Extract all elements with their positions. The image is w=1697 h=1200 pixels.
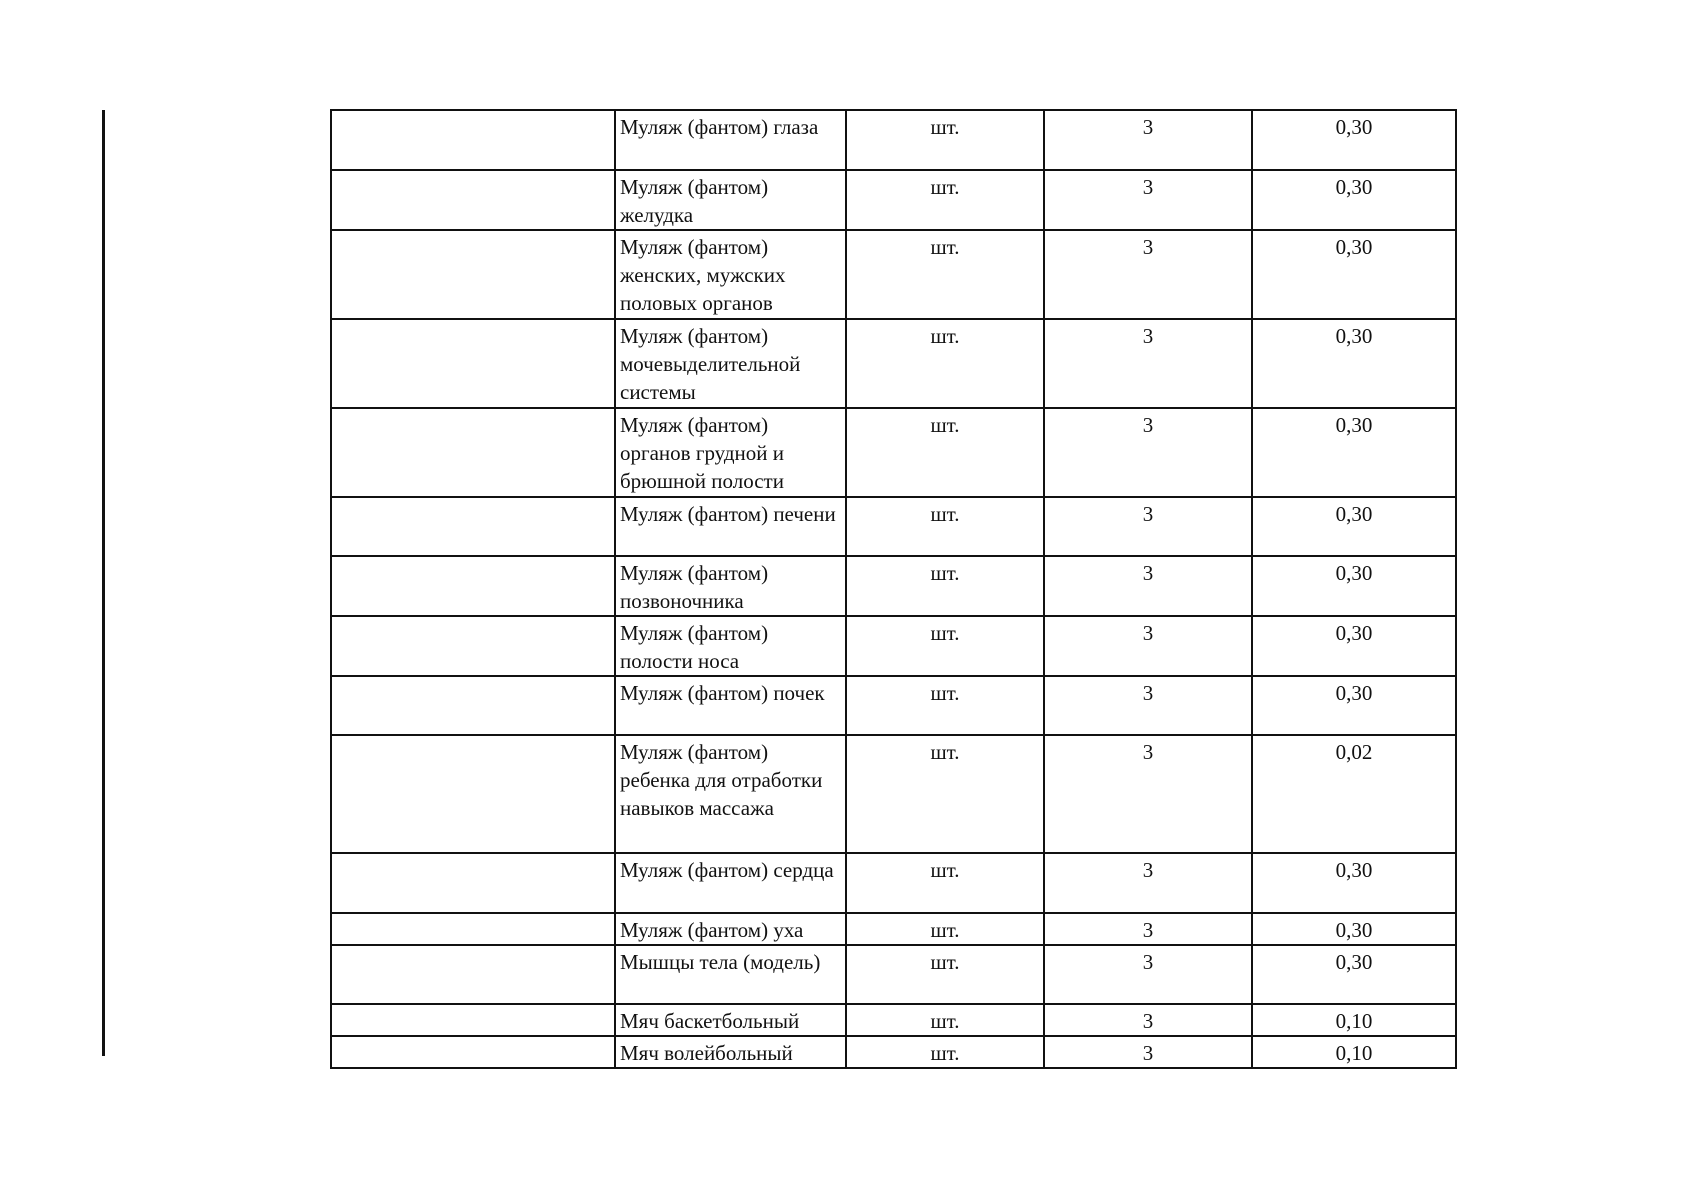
- unit-cell: шт.: [846, 913, 1044, 945]
- item-name-cell: Муляж (фантом) уха: [615, 913, 846, 945]
- empty-cell: [331, 319, 615, 408]
- quantity-cell: 3: [1044, 676, 1252, 735]
- empty-cell: [331, 913, 615, 945]
- item-name-cell: Мяч волейбольный: [615, 1036, 846, 1068]
- quantity-cell: 3: [1044, 616, 1252, 676]
- quantity-cell: 3: [1044, 1004, 1252, 1036]
- table-row: [331, 676, 1456, 735]
- empty-cell: [331, 230, 615, 319]
- value-cell: 0,30: [1252, 556, 1456, 616]
- quantity-cell: 3: [1044, 230, 1252, 319]
- item-name-cell: Муляж (фантом) органов грудной и брюшной полости: [615, 408, 846, 497]
- unit-cell: шт.: [846, 945, 1044, 1004]
- table-row: [331, 1004, 1456, 1036]
- unit-cell: шт.: [846, 408, 1044, 497]
- item-name-cell: Муляж (фантом) ребенка для отработки навыков массажа: [615, 735, 846, 853]
- table-row: [331, 945, 1456, 1004]
- item-name-cell: Муляж (фантом) мочевыделительной системы: [615, 319, 846, 408]
- empty-cell: [331, 1036, 615, 1068]
- empty-cell: [331, 616, 615, 676]
- empty-cell: [331, 945, 615, 1004]
- empty-cell: [331, 556, 615, 616]
- unit-cell: шт.: [846, 110, 1044, 170]
- table-row: [331, 556, 1456, 616]
- unit-cell: шт.: [846, 853, 1044, 913]
- value-cell: 0,30: [1252, 497, 1456, 556]
- table-row: [331, 913, 1456, 945]
- table-row: [331, 1036, 1456, 1068]
- value-cell: 0,30: [1252, 616, 1456, 676]
- unit-cell: шт.: [846, 616, 1044, 676]
- item-name-cell: Муляж (фантом) сердца: [615, 853, 846, 913]
- empty-cell: [331, 735, 615, 853]
- unit-cell: шт.: [846, 676, 1044, 735]
- quantity-cell: 3: [1044, 319, 1252, 408]
- unit-cell: шт.: [846, 735, 1044, 853]
- quantity-cell: 3: [1044, 913, 1252, 945]
- quantity-cell: 3: [1044, 853, 1252, 913]
- unit-cell: шт.: [846, 170, 1044, 230]
- quantity-cell: 3: [1044, 110, 1252, 170]
- table-row: [331, 110, 1456, 170]
- empty-cell: [331, 497, 615, 556]
- item-name-cell: Мяч баскетбольный: [615, 1004, 846, 1036]
- equipment-table: [330, 109, 1457, 1069]
- table-row: [331, 408, 1456, 497]
- value-cell: 0,02: [1252, 735, 1456, 853]
- value-cell: 0,30: [1252, 676, 1456, 735]
- table-row: [331, 735, 1456, 853]
- page-margin-line: [102, 110, 105, 1056]
- value-cell: 0,30: [1252, 319, 1456, 408]
- item-name-cell: Муляж (фантом) женских, мужских половых органов: [615, 230, 846, 319]
- item-name-cell: Муляж (фантом) глаза: [615, 110, 846, 170]
- value-cell: 0,10: [1252, 1036, 1456, 1068]
- value-cell: 0,30: [1252, 110, 1456, 170]
- item-name-cell: Мышцы тела (модель): [615, 945, 846, 1004]
- quantity-cell: 3: [1044, 556, 1252, 616]
- empty-cell: [331, 1004, 615, 1036]
- table-row: [331, 497, 1456, 556]
- value-cell: 0,30: [1252, 853, 1456, 913]
- empty-cell: [331, 676, 615, 735]
- value-cell: 0,30: [1252, 230, 1456, 319]
- table-row: [331, 319, 1456, 408]
- table-row: [331, 616, 1456, 676]
- value-cell: 0,10: [1252, 1004, 1456, 1036]
- table-row: [331, 170, 1456, 230]
- value-cell: 0,30: [1252, 945, 1456, 1004]
- item-name-cell: Муляж (фантом) полости носа: [615, 616, 846, 676]
- quantity-cell: 3: [1044, 735, 1252, 853]
- empty-cell: [331, 853, 615, 913]
- item-name-cell: Муляж (фантом) печени: [615, 497, 846, 556]
- unit-cell: шт.: [846, 1036, 1044, 1068]
- quantity-cell: 3: [1044, 945, 1252, 1004]
- unit-cell: шт.: [846, 556, 1044, 616]
- value-cell: 0,30: [1252, 170, 1456, 230]
- unit-cell: шт.: [846, 1004, 1044, 1036]
- unit-cell: шт.: [846, 497, 1044, 556]
- table-row: [331, 230, 1456, 319]
- empty-cell: [331, 408, 615, 497]
- quantity-cell: 3: [1044, 1036, 1252, 1068]
- item-name-cell: Муляж (фантом) почек: [615, 676, 846, 735]
- quantity-cell: 3: [1044, 170, 1252, 230]
- value-cell: 0,30: [1252, 408, 1456, 497]
- unit-cell: шт.: [846, 319, 1044, 408]
- item-name-cell: Муляж (фантом) желудка: [615, 170, 846, 230]
- quantity-cell: 3: [1044, 408, 1252, 497]
- item-name-cell: Муляж (фантом) позвоночника: [615, 556, 846, 616]
- quantity-cell: 3: [1044, 497, 1252, 556]
- table-row: [331, 853, 1456, 913]
- unit-cell: шт.: [846, 230, 1044, 319]
- value-cell: 0,30: [1252, 913, 1456, 945]
- empty-cell: [331, 110, 615, 170]
- empty-cell: [331, 170, 615, 230]
